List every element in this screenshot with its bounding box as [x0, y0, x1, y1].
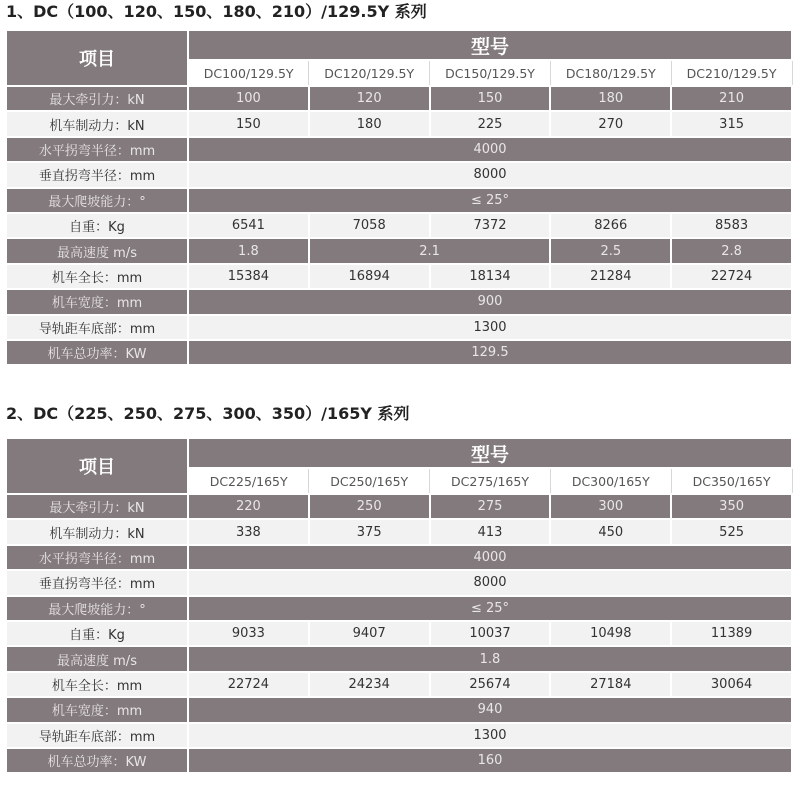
row-label: 最大牵引力：kN — [6, 86, 188, 111]
row-value: 100 — [188, 86, 309, 111]
model-header: 型号 — [188, 438, 792, 468]
table-row — [6, 340, 792, 365]
row-value: 413 — [430, 519, 551, 544]
row-label: 机车总功率：KW — [6, 748, 188, 773]
row-label: 自重：Kg — [6, 621, 188, 646]
table-row — [6, 188, 792, 213]
row-label: 导轨距车底部：mm — [6, 315, 188, 340]
model-name: DC100/129.5Y — [188, 60, 309, 86]
spec-table — [5, 29, 793, 366]
row-value: 16894 — [309, 264, 430, 289]
table-row — [6, 672, 792, 697]
table-row — [6, 86, 792, 111]
row-value: 30064 — [671, 672, 792, 697]
row-value: 11389 — [671, 621, 792, 646]
section-title: 1、DC（100、120、150、180、210）/129.5Y 系列 — [6, 2, 427, 21]
row-value: 8266 — [550, 213, 671, 238]
model-name: DC250/165Y — [309, 468, 430, 494]
row-value: 250 — [309, 494, 430, 519]
model-name: DC150/129.5Y — [430, 60, 551, 86]
row-value: 2.1 — [309, 238, 551, 263]
row-value: 940 — [188, 697, 792, 722]
row-value: 27184 — [550, 672, 671, 697]
table-row — [6, 213, 792, 238]
row-value: 210 — [671, 86, 792, 111]
row-label: 机车宽度：mm — [6, 697, 188, 722]
model-name: DC120/129.5Y — [309, 60, 430, 86]
model-name: DC210/129.5Y — [671, 60, 792, 86]
model-name: DC275/165Y — [430, 468, 551, 494]
row-label: 最高速度 m/s — [6, 646, 188, 671]
row-value: 8583 — [671, 213, 792, 238]
row-label: 最高速度 m/s — [6, 238, 188, 263]
table-row — [6, 289, 792, 314]
row-value: 24234 — [309, 672, 430, 697]
row-value: 2.8 — [671, 238, 792, 263]
row-value: 9407 — [309, 621, 430, 646]
row-label: 垂直拐弯半径：mm — [6, 570, 188, 595]
spec-table — [5, 437, 793, 774]
table-row — [6, 621, 792, 646]
row-label: 导轨距车底部：mm — [6, 723, 188, 748]
row-label: 最大牵引力：kN — [6, 494, 188, 519]
row-label: 垂直拐弯半径：mm — [6, 162, 188, 187]
table-row — [6, 570, 792, 595]
row-value: 150 — [188, 111, 309, 136]
row-value: 4000 — [188, 545, 792, 570]
row-value: 120 — [309, 86, 430, 111]
row-value: 150 — [430, 86, 551, 111]
row-value: 25674 — [430, 672, 551, 697]
table-row — [6, 519, 792, 544]
row-value: 338 — [188, 519, 309, 544]
row-value: 9033 — [188, 621, 309, 646]
row-value: 300 — [550, 494, 671, 519]
row-value: 7372 — [430, 213, 551, 238]
table-row — [6, 596, 792, 621]
row-value: 1300 — [188, 315, 792, 340]
item-header: 项目 — [6, 30, 188, 86]
model-name: DC350/165Y — [671, 468, 792, 494]
row-value: 270 — [550, 111, 671, 136]
row-value: 225 — [430, 111, 551, 136]
table-row — [6, 697, 792, 722]
row-value: 15384 — [188, 264, 309, 289]
table-row — [6, 748, 792, 773]
row-value: 180 — [309, 111, 430, 136]
item-header: 项目 — [6, 438, 188, 494]
row-value: 22724 — [671, 264, 792, 289]
model-name: DC180/129.5Y — [550, 60, 671, 86]
row-value: 220 — [188, 494, 309, 519]
row-value: 275 — [430, 494, 551, 519]
row-label: 最大爬坡能力：° — [6, 596, 188, 621]
row-label: 机车宽度：mm — [6, 289, 188, 314]
table-row — [6, 723, 792, 748]
row-value: ≤ 25° — [188, 188, 792, 213]
row-label: 机车制动力：kN — [6, 111, 188, 136]
table-row — [6, 137, 792, 162]
row-label: 水平拐弯半径：mm — [6, 545, 188, 570]
row-value: 1300 — [188, 723, 792, 748]
row-value: 10037 — [430, 621, 551, 646]
model-header: 型号 — [188, 30, 792, 60]
row-value: 22724 — [188, 672, 309, 697]
table-row — [6, 111, 792, 136]
model-name: DC300/165Y — [550, 468, 671, 494]
row-label: 水平拐弯半径：mm — [6, 137, 188, 162]
row-label: 机车全长：mm — [6, 264, 188, 289]
row-value: 180 — [550, 86, 671, 111]
table-row — [6, 545, 792, 570]
row-value: 129.5 — [188, 340, 792, 365]
row-value: 350 — [671, 494, 792, 519]
table-row — [6, 315, 792, 340]
row-value: 525 — [671, 519, 792, 544]
row-value: 10498 — [550, 621, 671, 646]
row-value: 8000 — [188, 570, 792, 595]
row-value: 900 — [188, 289, 792, 314]
row-value: 2.5 — [550, 238, 671, 263]
row-value: 160 — [188, 748, 792, 773]
row-value: 1.8 — [188, 646, 792, 671]
row-value: 450 — [550, 519, 671, 544]
row-label: 最大爬坡能力：° — [6, 188, 188, 213]
row-value: 375 — [309, 519, 430, 544]
table-row — [6, 646, 792, 671]
table-row — [6, 494, 792, 519]
row-value: 7058 — [309, 213, 430, 238]
row-value: 18134 — [430, 264, 551, 289]
row-label: 机车全长：mm — [6, 672, 188, 697]
row-value: 4000 — [188, 137, 792, 162]
row-value: 315 — [671, 111, 792, 136]
model-name: DC225/165Y — [188, 468, 309, 494]
row-label: 自重：Kg — [6, 213, 188, 238]
section-title: 2、DC（225、250、275、300、350）/165Y 系列 — [6, 404, 410, 423]
row-value: 8000 — [188, 162, 792, 187]
row-label: 机车总功率：KW — [6, 340, 188, 365]
row-label: 机车制动力：kN — [6, 519, 188, 544]
row-value: 21284 — [550, 264, 671, 289]
table-row — [6, 264, 792, 289]
row-value: ≤ 25° — [188, 596, 792, 621]
row-value: 6541 — [188, 213, 309, 238]
row-value: 1.8 — [188, 238, 309, 263]
table-row — [6, 162, 792, 187]
table-row — [6, 238, 792, 263]
